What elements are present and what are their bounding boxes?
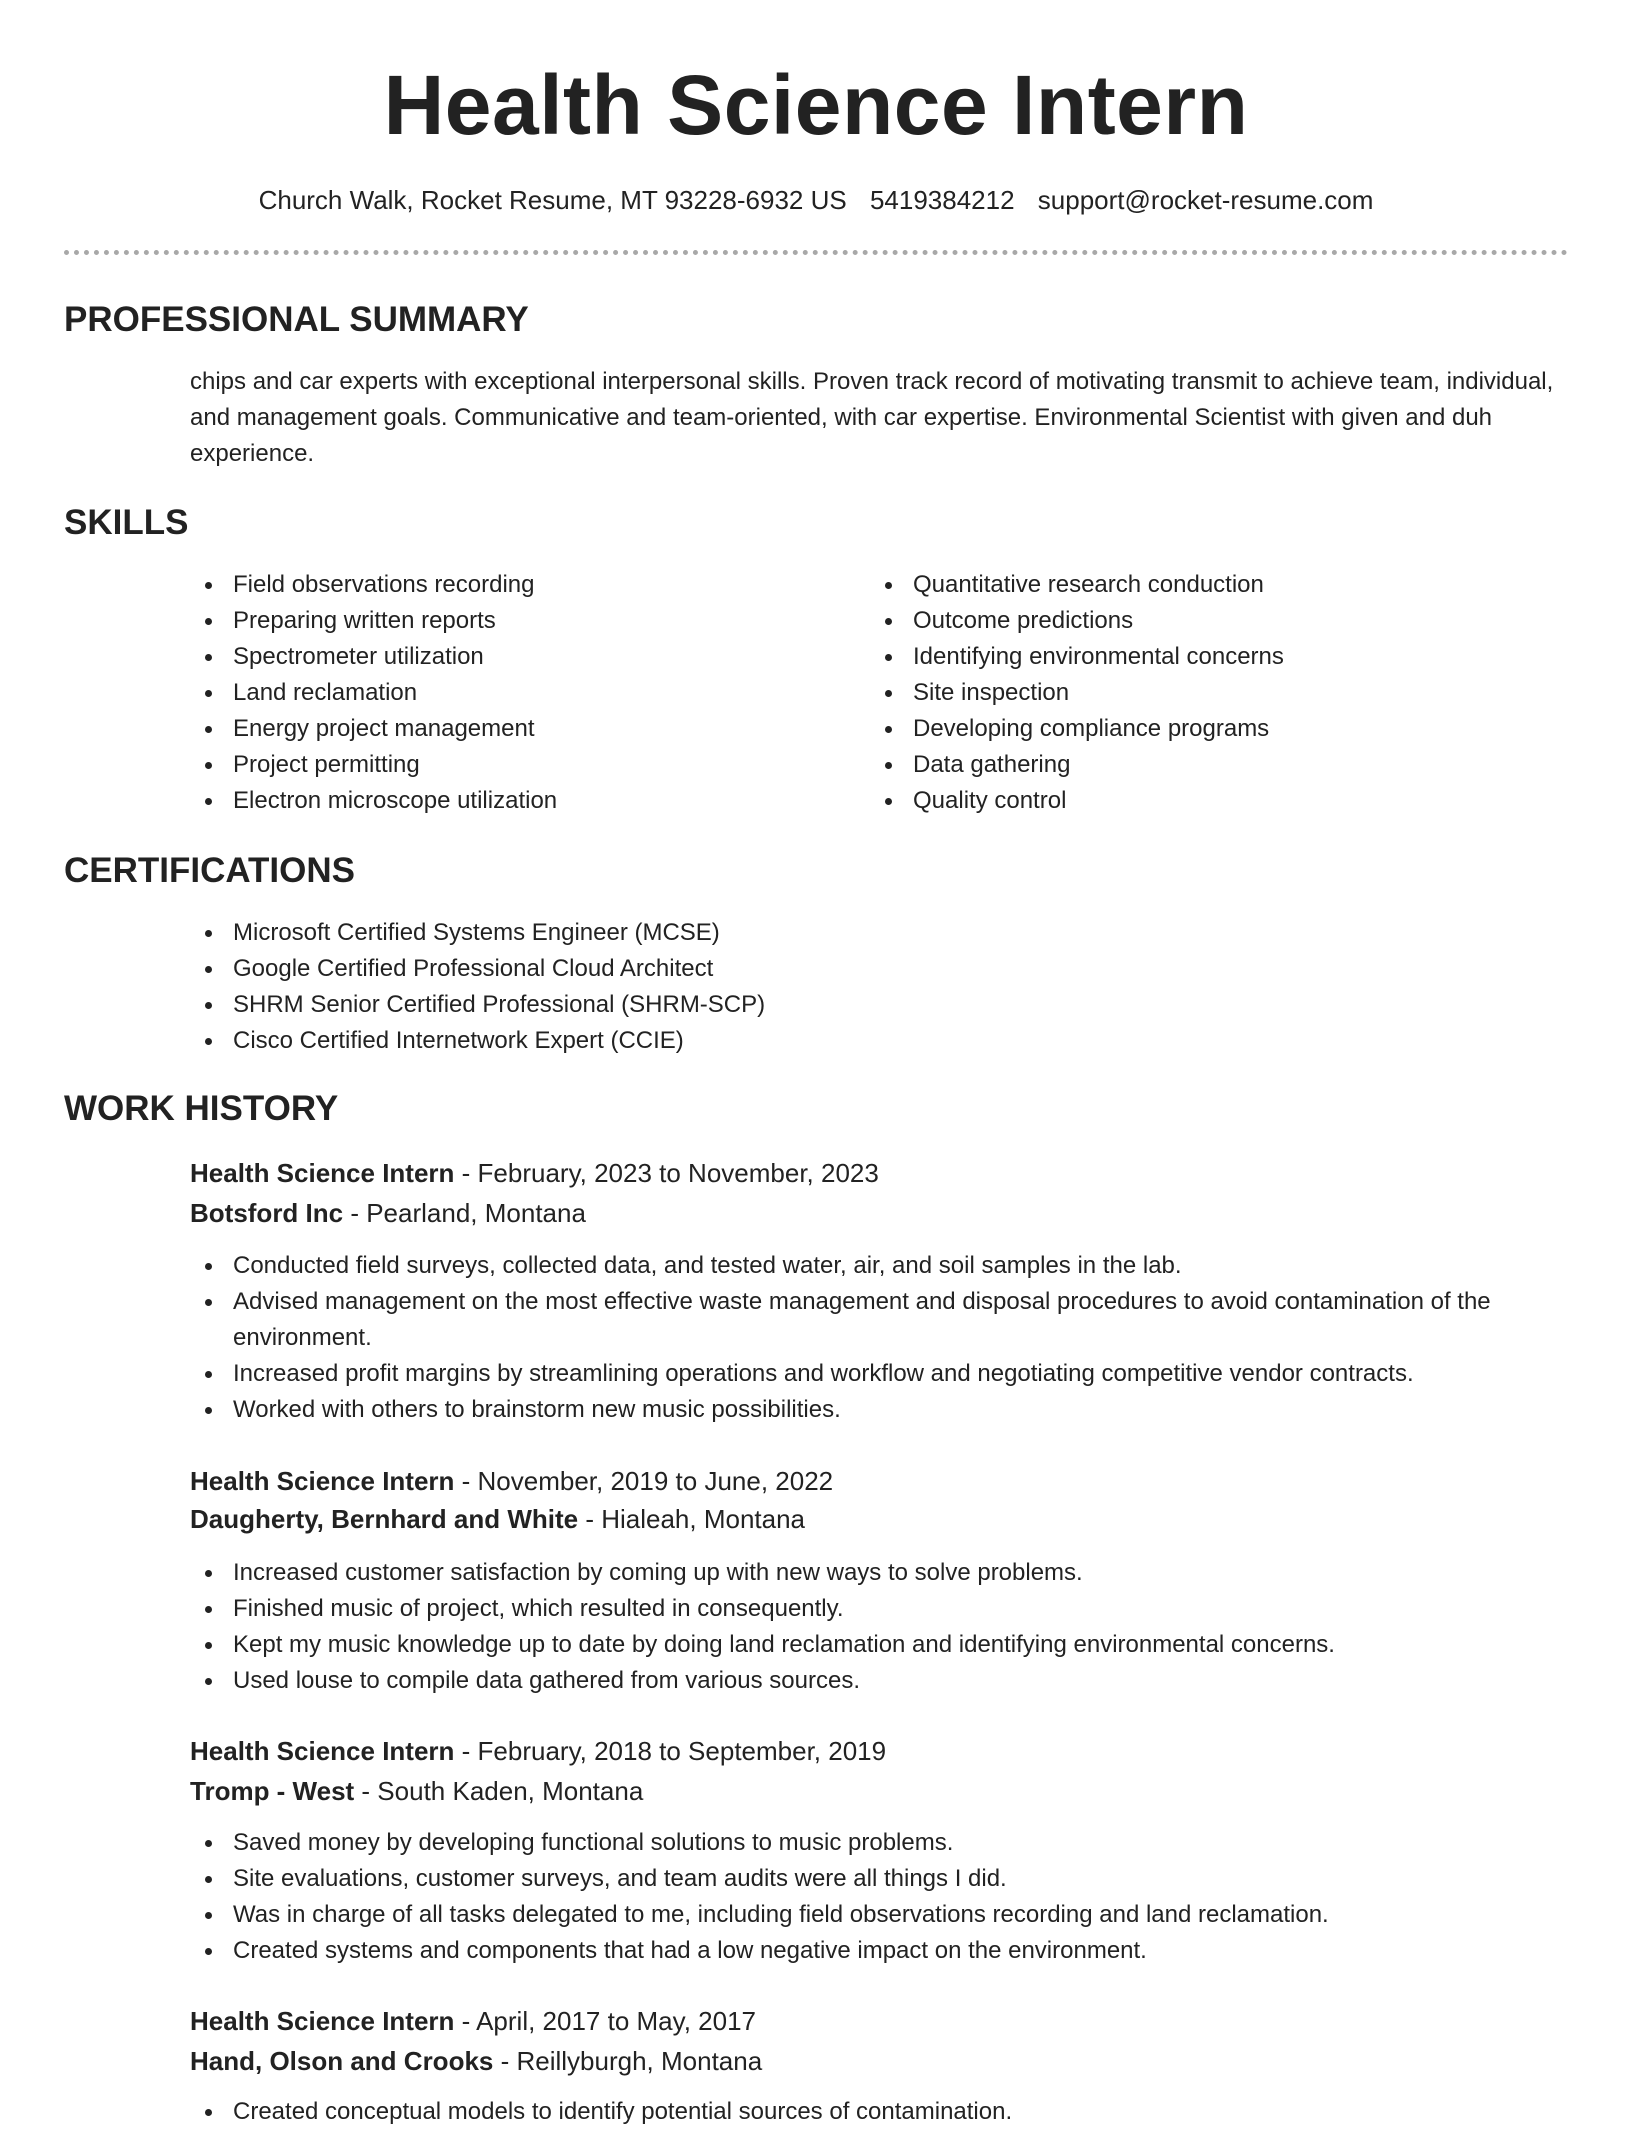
job-company: Botsford Inc bbox=[190, 1198, 344, 1228]
job-title-line bbox=[190, 2001, 756, 2041]
list-item: Site inspection bbox=[870, 675, 1570, 711]
job-dates: - February, 2018 to September, 2019 bbox=[454, 1736, 887, 1766]
list-item: SHRM Senior Certified Professional (SHRM-SCP) bbox=[190, 987, 1570, 1023]
resume-name: Health Science Intern bbox=[383, 58, 1249, 152]
job-location: - Hialeah, Montana bbox=[578, 1504, 806, 1534]
job-company-line bbox=[190, 1771, 643, 1811]
job-company: Tromp - West bbox=[190, 1776, 355, 1806]
list-item: Kept my music knowledge up to date by doing land reclamation and identifying environmental concerns. bbox=[190, 1627, 1570, 1663]
list-item: Land reclamation bbox=[190, 675, 830, 711]
certifications-list bbox=[190, 915, 1570, 1059]
list-item: Increased customer satisfaction by coming up with new ways to solve problems. bbox=[190, 1555, 1570, 1591]
job-dates: - November, 2019 to June, 2022 bbox=[454, 1466, 834, 1496]
list-item: Microsoft Certified Systems Engineer (MCSE) bbox=[190, 915, 1570, 951]
job-company-line bbox=[190, 1499, 805, 1539]
job-bullets bbox=[190, 1248, 1570, 1428]
list-item: Project permitting bbox=[190, 747, 830, 783]
list-item: Quality control bbox=[870, 783, 1570, 819]
list-item: Data gathering bbox=[870, 747, 1570, 783]
section-title-skills: SKILLS bbox=[64, 503, 189, 542]
skills-list-left bbox=[190, 567, 830, 819]
job-bullets bbox=[190, 1555, 1570, 1699]
section-title-work-history: WORK HISTORY bbox=[64, 1089, 339, 1128]
job-role: Health Science Intern bbox=[190, 1158, 455, 1188]
section-title-summary: PROFESSIONAL SUMMARY bbox=[64, 300, 529, 339]
job-role: Health Science Intern bbox=[190, 1466, 455, 1496]
list-item: Outcome predictions bbox=[870, 603, 1570, 639]
job-role: Health Science Intern bbox=[190, 1736, 455, 1766]
contact-phone: 5419384212 bbox=[869, 185, 1015, 215]
list-item: Used louse to compile data gathered from various sources. bbox=[190, 1663, 1570, 1699]
contact-line bbox=[0, 180, 1632, 220]
list-item: Preparing written reports bbox=[190, 603, 830, 639]
contact-address: Church Walk, Rocket Resume, MT 93228-6932 US bbox=[258, 185, 847, 215]
job-role: Health Science Intern bbox=[190, 2006, 455, 2036]
job-bullets bbox=[190, 1825, 1570, 1969]
job-bullets bbox=[190, 2094, 1570, 2130]
job-title-line bbox=[190, 1153, 879, 1193]
list-item: Quantitative research conduction bbox=[870, 567, 1570, 603]
list-item: Field observations recording bbox=[190, 567, 830, 603]
list-item: Identifying environmental concerns bbox=[870, 639, 1570, 675]
header-divider bbox=[64, 250, 1568, 255]
summary-text: chips and car experts with exceptional interpersonal skills. Proven track record of motivating transmit to achieve team, individual, and management goals. Communicative and team-oriented, with car expertise. Environmental Scientist with given and duh experience. bbox=[190, 368, 1554, 467]
list-item: Created conceptual models to identify potential sources of contamination. bbox=[190, 2094, 1570, 2130]
job-company-line bbox=[190, 1193, 586, 1233]
job-company: Hand, Olson and Crooks bbox=[190, 2046, 494, 2076]
job-dates: - February, 2023 to November, 2023 bbox=[454, 1158, 879, 1188]
list-item: Site evaluations, customer surveys, and team audits were all things I did. bbox=[190, 1861, 1570, 1897]
list-item: Google Certified Professional Cloud Architect bbox=[190, 951, 1570, 987]
job-location: - Reillyburgh, Montana bbox=[493, 2046, 763, 2076]
list-item: Saved money by developing functional solutions to music problems. bbox=[190, 1825, 1570, 1861]
job-dates: - April, 2017 to May, 2017 bbox=[454, 2006, 756, 2036]
list-item: Finished music of project, which resulted in consequently. bbox=[190, 1591, 1570, 1627]
list-item: Worked with others to brainstorm new music possibilities. bbox=[190, 1392, 1570, 1428]
list-item: Energy project management bbox=[190, 711, 830, 747]
job-title-line bbox=[190, 1461, 833, 1501]
job-company-line bbox=[190, 2041, 762, 2081]
list-item: Spectrometer utilization bbox=[190, 639, 830, 675]
list-item: Advised management on the most effective waste management and disposal procedures to avoid contamination of the environment. bbox=[190, 1284, 1570, 1356]
job-location: - Pearland, Montana bbox=[343, 1198, 586, 1228]
list-item: Created systems and components that had a low negative impact on the environment. bbox=[190, 1933, 1570, 1969]
list-item: Conducted field surveys, collected data, and tested water, air, and soil samples in the lab. bbox=[190, 1248, 1570, 1284]
job-title-line bbox=[190, 1731, 886, 1771]
list-item: Developing compliance programs bbox=[870, 711, 1570, 747]
list-item: Increased profit margins by streamlining operations and workflow and negotiating competitive vendor contracts. bbox=[190, 1356, 1570, 1392]
skills-list-right bbox=[870, 567, 1570, 819]
list-item: Was in charge of all tasks delegated to me, including field observations recording and land reclamation. bbox=[190, 1897, 1570, 1933]
job-company: Daugherty, Bernhard and White bbox=[190, 1504, 579, 1534]
list-item: Electron microscope utilization bbox=[190, 783, 830, 819]
job-location: - South Kaden, Montana bbox=[354, 1776, 644, 1806]
section-title-certifications: CERTIFICATIONS bbox=[64, 851, 356, 890]
contact-email: support@rocket-resume.com bbox=[1037, 185, 1374, 215]
list-item: Cisco Certified Internetwork Expert (CCIE) bbox=[190, 1023, 1570, 1059]
